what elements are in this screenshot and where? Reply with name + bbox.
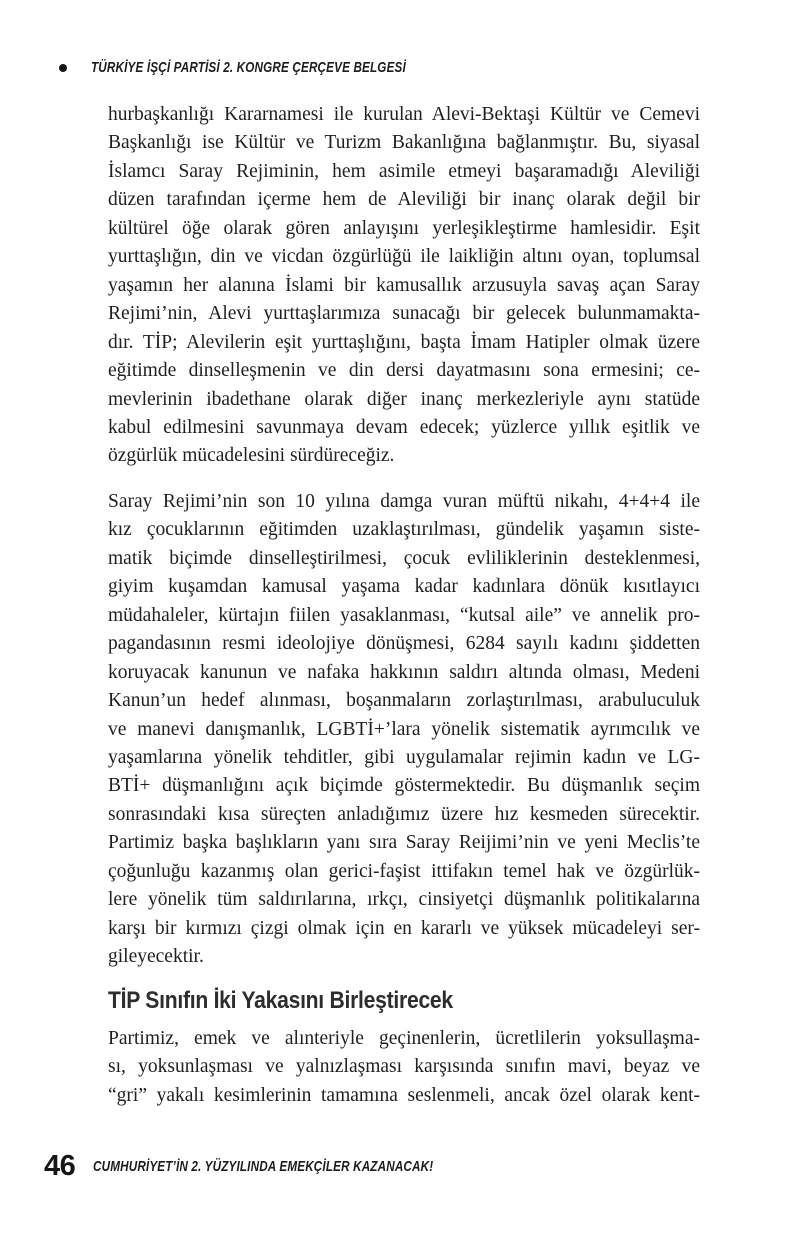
text-line: çoğunluğu kazanmış olan gerici-faşist ittifakın temel hak ve özgürlük-: [108, 860, 700, 882]
text-line: yaşamlarına yönelik tehditler, gibi uygulamalar rejimin kadın ve LG-: [108, 746, 700, 768]
text-line: müdahaleler, kürtajın fiilen yasaklanması, “kutsal aile” ve annelik pro-: [108, 604, 700, 626]
text-line: giyim kuşamdan kamusal yaşama kadar kadınlara dönük kısıtlayıcı: [108, 576, 700, 598]
text-line: Partimiz, emek ve alınteriyle geçinenlerin, ücretlilerin yoksullaşma-: [108, 1027, 700, 1049]
running-header: [59, 59, 495, 76]
text-line: karşı bir kırmızı çizgi olmak için en kararlı ve yüksek mücadeleyi ser-: [108, 917, 700, 939]
page-body: [108, 101, 700, 1110]
text-line: yaşamın her alanına İslami bir kamusallık arzusuyla savaş açan Saray: [108, 274, 700, 296]
text-line: kız çocuklarının eğitimden uzaklaştırılması, gündelik yaşamın siste-: [108, 519, 700, 541]
text-line: Rejimi’nin, Alevi yurttaşlarımıza sunacağı bir gelecek bulunmamakta-: [108, 303, 700, 325]
text-line: Başkanlığı ise Kültür ve Turizm Bakanlığına bağlanmıştır. Bu, siyasal: [108, 132, 700, 154]
text-line: mevlerinin ibadethane olarak diğer inanç merkezleriyle aynı statüde: [108, 388, 700, 410]
text-line: dır. TİP; Alevilerin eşit yurttaşlığını, başta İmam Hatipler olmak üzere: [108, 331, 700, 353]
text-line: Partimiz başka başlıkların yanı sıra Saray Reijimi’nin ve yeni Meclis’te: [108, 832, 700, 854]
text-line: yurttaşlığın, din ve vicdan özgürlüğü ile laikliğin altını oyan, toplumsal: [108, 246, 700, 268]
text-line: Saray Rejimi’nin son 10 yılına damga vuran müftü nikahı, 4+4+4 ile: [108, 490, 700, 512]
text-line: Kanun’un hedef alınması, boşanmaların zorlaştırılması, arabuluculuk: [108, 690, 700, 712]
text-line: lere yönelik tüm saldırılarına, ırkçı, cinsiyetçi düşmanlık politikalarına: [108, 889, 700, 911]
text-line: özgürlük mücadelesini sürdüreceğiz.: [108, 445, 395, 467]
paragraph: [108, 101, 700, 471]
text-line: İslamcı Saray Rejiminin, hem asimile etmeyi başaramadığı Aleviliği: [108, 160, 700, 182]
bullet-icon: [59, 64, 67, 72]
paragraph: [108, 1025, 700, 1110]
text-line: düzen tarafından içerme hem de Aleviliği bir inanç olarak değil bir: [108, 189, 700, 211]
text-line: sonrasındaki kısa süreçten anladığımız üzere hız kesmeden sürecektir.: [108, 803, 700, 825]
text-line: koruyacak kanunun ve nafaka hakkının saldırı altında olması, Medeni: [108, 661, 700, 683]
page-number: 46: [44, 1150, 76, 1182]
section-heading: TİP Sınıfın İki Yakasını Birleştirecek: [108, 986, 453, 1014]
text-line: matik biçimde dinselleştirilmesi, çocuk evliliklerinin desteklenmesi,: [108, 547, 700, 569]
text-line: “gri” yakalı kesimlerinin tamamına seslenmeli, ancak özel olarak kent-: [108, 1084, 700, 1106]
text-line: ve manevi danışmanlık, LGBTİ+’lara yönelik sistematik ayrımcılık ve: [108, 718, 700, 740]
text-line: gileyecektir.: [108, 946, 204, 968]
running-header-title: TÜRKİYE İŞÇİ PARTİSİ 2. KONGRE ÇERÇEVE BELGESİ: [91, 59, 406, 76]
page-footer: [44, 1150, 530, 1183]
paragraph: [108, 488, 700, 972]
text-line: BTİ+ düşmanlığını açık biçimde göstermektedir. Bu düşmanlık seçim: [108, 775, 700, 797]
footer-slogan: CUMHURİYET’İN 2. YÜZYILINDA EMEKÇİLER KAZANACAK!: [93, 1158, 434, 1175]
text-line: kültürel öğe olarak gören anlayışını yerleşikleştirme hamlesidir. Eşit: [108, 217, 700, 239]
text-line: kabul edilmesini savunmaya devam edecek; yüzlerce yıllık eşitlik ve: [108, 416, 700, 438]
text-line: hurbaşkanlığı Kararnamesi ile kurulan Alevi-Bektaşi Kültür ve Cemevi: [108, 104, 700, 125]
text-line: eğitimde dinselleşmenin ve din dersi dayatmasını sona ermesini; ce-: [108, 360, 700, 382]
text-line: pagandasının resmi ideolojiye dönüşmesi, 6284 sayılı kadını şiddetten: [108, 633, 700, 655]
text-line: sı, yoksunlaşması ve yalnızlaşması karşısında sınıfın mavi, beyaz ve: [108, 1056, 700, 1078]
